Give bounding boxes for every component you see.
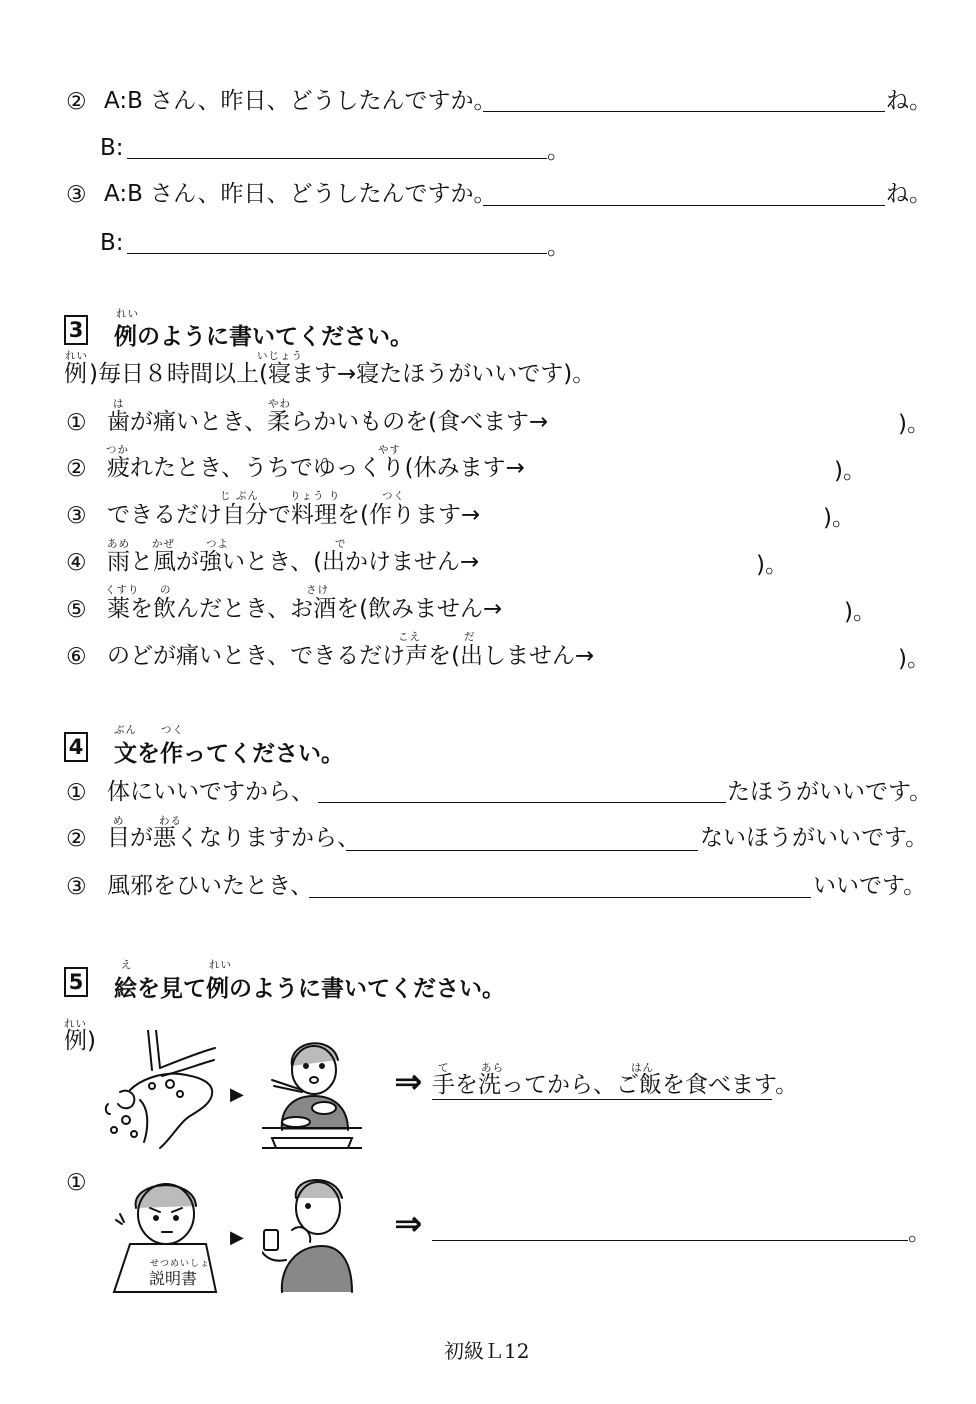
item-close: )。 (898, 411, 930, 437)
ruby: て (438, 1062, 450, 1074)
item-number: ② (66, 89, 87, 115)
ruby: の (160, 584, 172, 596)
item-text: 体にいいですから、 (107, 779, 314, 805)
item-number: ④ (66, 550, 87, 576)
answer-line[interactable] (432, 1240, 908, 1241)
item-number: ③ (66, 182, 87, 208)
eating-meal-illustration (262, 1030, 362, 1155)
section-number-box: 4 (64, 732, 88, 762)
item-end: いいです。 (813, 873, 927, 899)
ruby: こえ (398, 631, 421, 643)
item-number: ① (66, 780, 87, 806)
ruby: くすり (105, 584, 140, 596)
dialogue-a-text: A:B さん、昨日、どうしたんですか。 (104, 181, 497, 207)
example-underline (432, 1099, 772, 1100)
item-number: ② (66, 826, 87, 852)
item-number: ① (66, 410, 87, 436)
ruby: れい (116, 308, 139, 320)
section-heading: 絵を見て例のように書いてください。 (114, 976, 505, 1002)
item-number: ① (66, 1170, 87, 1196)
line-end-text: ね。 (886, 88, 932, 114)
ruby: さけ (306, 584, 329, 596)
ruby: やわ (268, 398, 291, 410)
answer-line[interactable] (127, 253, 547, 254)
item-close: )。 (898, 646, 930, 672)
item-text: 雨と風が強いとき、(出かけません→ (107, 549, 480, 575)
ruby: れい (64, 1018, 87, 1030)
item-text: のどが痛いとき、できるだけ声を(出しません→ (107, 643, 595, 669)
ruby: せつめいしょ (150, 1259, 211, 1269)
right-arrow-icon: ⇒ (394, 1204, 423, 1244)
ruby: つく (382, 490, 405, 502)
answer-line[interactable] (318, 802, 726, 803)
right-arrow-icon: ⇒ (394, 1062, 423, 1102)
line-end-text: 。 (547, 138, 570, 164)
item-end: ないほうがいいです。 (700, 825, 929, 851)
section-heading: 例のように書いてください。 (114, 324, 413, 350)
ruby: は (113, 398, 125, 410)
answer-line[interactable] (127, 158, 547, 159)
dialogue-b-label: B: (100, 135, 124, 161)
ruby: やす (378, 444, 401, 456)
section-number-box: 5 (64, 967, 88, 997)
item-end: たほうがいいです。 (727, 779, 933, 805)
item-text: 歯が痛いとき、柔らかいものを(食べます→ (107, 409, 549, 435)
example-label: 例) (64, 1028, 96, 1054)
ruby: つか (106, 444, 129, 456)
item-close: )。 (834, 458, 866, 484)
example-text: )毎日８時間以上(寝ます→寝たほうがいいです)。 (89, 361, 596, 387)
ruby: れい (209, 959, 232, 971)
handwashing-illustration (100, 1030, 220, 1150)
play-arrow-icon: ▶ (230, 1084, 244, 1105)
item-text: 風邪をひいたとき、 (107, 873, 314, 899)
ruby: つく (161, 724, 184, 736)
item-number: ② (66, 456, 87, 482)
item-number: ⑥ (66, 644, 87, 670)
answer-line[interactable] (309, 897, 811, 898)
answer-line[interactable] (483, 111, 885, 112)
item-text: できるだけ自分で料理を(作ります→ (107, 502, 481, 528)
page-footer: 初級Ｌ12 (444, 1339, 530, 1363)
line-end-text: ね。 (886, 181, 932, 207)
item-close: )。 (844, 599, 876, 625)
ruby: わる (159, 815, 182, 827)
item-number: ⑤ (66, 597, 87, 623)
item-close: )。 (756, 552, 788, 578)
line-end-text: 。 (547, 234, 570, 260)
ruby: ぶん (114, 724, 137, 736)
ruby: だ (464, 631, 476, 643)
manual-label: 説明書 (149, 1269, 198, 1288)
ruby: はん (631, 1062, 654, 1074)
ruby: あめ (107, 538, 130, 550)
dialogue-a-text: A:B さん、昨日、どうしたんですか。 (104, 88, 497, 114)
ruby: かぜ (152, 538, 175, 550)
ruby: りょう り (290, 490, 341, 502)
item-text: 目が悪くなりますから、 (107, 825, 360, 851)
example-label: 例 (64, 361, 87, 387)
line-end-text: 。 (908, 1220, 931, 1246)
ruby: いじょう (257, 350, 303, 362)
section-heading: 文を作ってください。 (114, 741, 344, 767)
example-answer: 手を洗ってから、ご飯を食べます。 (432, 1072, 799, 1098)
ruby: れい (65, 350, 88, 362)
item-text: 疲れたとき、うちでゆっくり(休みます→ (107, 455, 525, 481)
item-text: 薬を飲んだとき、お酒を(飲みません→ (107, 596, 503, 622)
answer-line[interactable] (483, 205, 885, 206)
play-arrow-icon: ▶ (230, 1227, 244, 1248)
item-number: ③ (66, 503, 87, 529)
ruby: え (121, 959, 133, 971)
answer-line[interactable] (346, 850, 698, 851)
section-number-box: 3 (64, 315, 88, 345)
item-close: )。 (823, 505, 855, 531)
item-number: ③ (66, 874, 87, 900)
dialogue-b-label: B: (100, 230, 124, 256)
ruby: つよ (206, 538, 229, 550)
ruby: あら (481, 1062, 504, 1074)
ruby: で (335, 538, 347, 550)
taking-medicine-illustration (262, 1172, 354, 1294)
ruby: め (113, 815, 125, 827)
ruby: じ ぶん (220, 490, 259, 502)
